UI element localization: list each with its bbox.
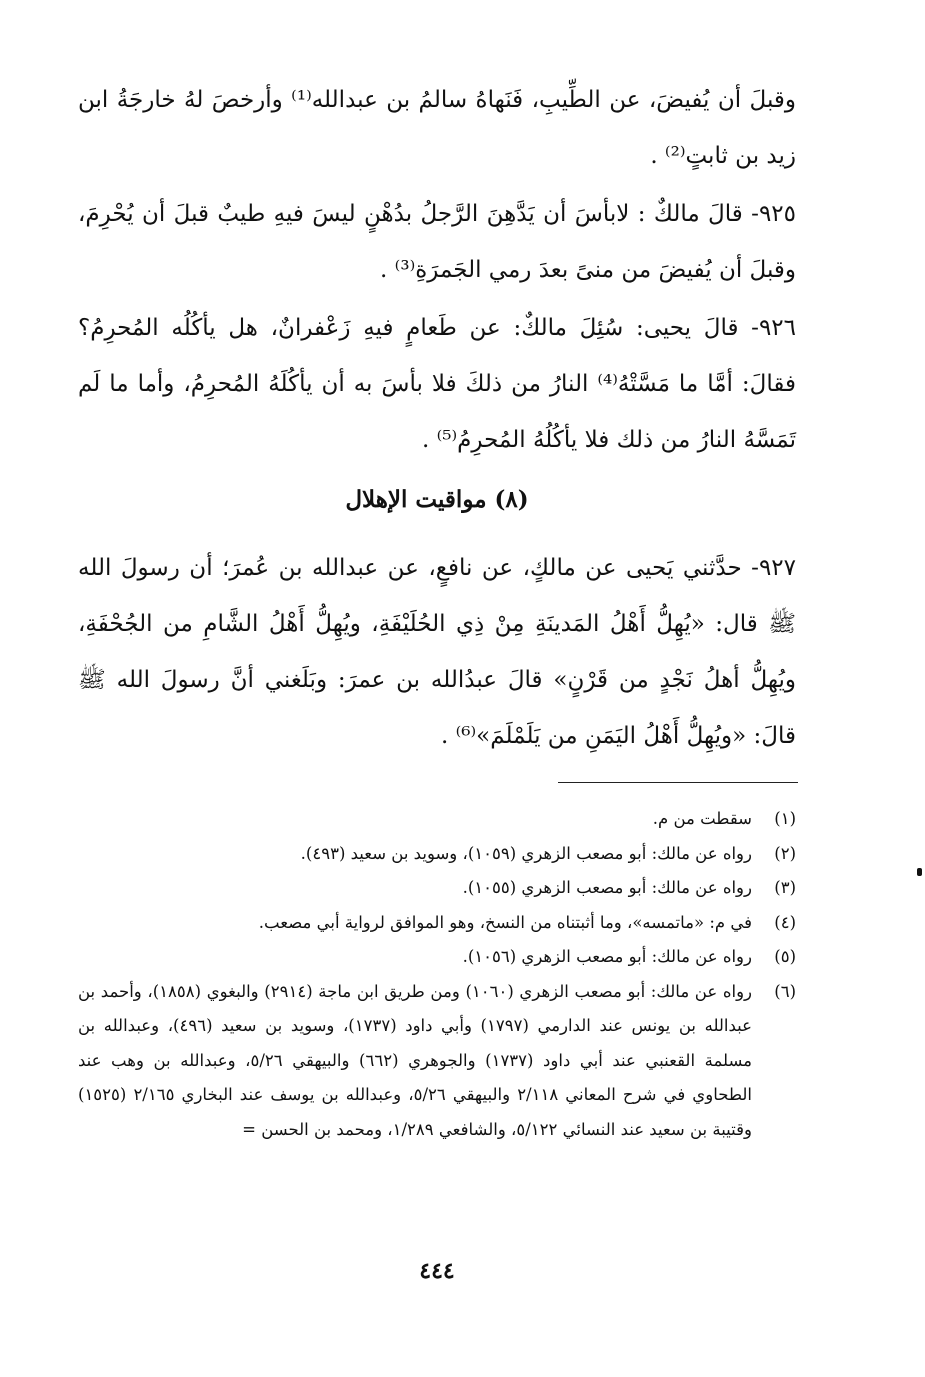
paragraph-926: ٩٢٦- قالَ يحيى: سُئِلَ مالكٌ: عن طَعامٍ فيهِ زَعْفرانٌ، هل يأكُلُه المُحرِمُ؟ فقالَ: أمَّا ما مَسَّتْهُ⁽⁴⁾ النارُ من ذلكَ فلا بأسَ به أن يأكُلَهُ المُحرِمُ، وأما ما لَم تَمَسَّهُ النارُ من ذلك فلا يأكُلُهُ المُحرِمُ⁽⁵⁾ . (78, 315, 796, 453)
footnote-text: رواه عن مالك: أبو مصعب الزهري (١٠٥٦). (462, 947, 752, 966)
paragraph-continuation: وقبلَ أن يُفيضَ، عن الطِّيبِ، فَنَهاهُ سالمُ بن عبدالله⁽¹⁾ وأرخصَ لهُ خارجَةُ ابن زيد بن ثابتٍ⁽²⁾ . (78, 87, 796, 169)
section-heading: (٨) مواقيت الإهلال (345, 486, 529, 513)
footnote-text: في م: «ماتمسه»، وما أثبتناه من النسخ، وهو الموافق لرواية أبي مصعب. (258, 912, 752, 932)
paragraph-925: ٩٢٥- قالَ مالكٌ : لابأسَ أن يَدَّهِنَ الرَّجلُ بدُهْنٍ ليسَ فيهِ طيبٌ قبلَ أن يُحْرِمَ، وقبلَ أن يُفيضَ من منىً بعدَ رمي الجَمرَةِ⁽³⁾ . (78, 201, 796, 283)
footnote-number: (٢) (774, 843, 796, 863)
paragraph-927: ٩٢٧- حدَّثني يَحيى عن مالكٍ، عن نافعٍ، عن عبدالله بن عُمرَ؛ أن رسولَ الله ﷺ قال: «يُهِلُّ أَهْلُ المَدينَةِ مِنْ ذِي الحُلَيْفَةِ، ويُهِلُّ أَهْلُ الشَّامِ من الجُحْفَةِ، ويُهِلُّ أهلُ نَجْدٍ من قَرْنٍ» قالَ عبدُالله بن عمرَ: وبَلَغني أنَّ رسولَ الله ﷺ قالَ: «ويُهِلُّ أَهْلُ اليَمَنِ من يَلَمْلَمَ»⁽⁶⁾ . (78, 555, 796, 749)
footnote-text: رواه عن مالك: أبو مصعب الزهري (١٠٥٩)، وسويد بن سعيد (٤٩٣). (300, 843, 752, 863)
footnote-text: رواه عن مالك: أبو مصعب الزهري (١٠٥٥). (462, 878, 752, 897)
footnote-text: رواه عن مالك: أبو مصعب الزهري (١٠٦٠) ومن طريق ابن ماجة (٢٩١٤) والبغوي (١٨٥٨)، وأحمد بن عبدالله بن يونس عند الدارمي (١٧٩٧) وأبي داود (١٧٣٧)، وسويد بن سعيد (٤٩٦)، وعبدالله بن مسلمة القعنبي عند أبي داود (١٧٣٧) والجوهري (٦٦٢) والبيهقي ٥/٢٦، وعبدالله بن وهب عند الطحاوي في شرح المعاني ٢/١١٨ والبيهقي ٥/٢٦، وعبدالله بن يوسف عند البخاري ٢/١٦٥ (١٥٢٥) وقتيبة بن سعيد عند النسائي ٥/١٢٢، والشافعي ١/٢٨٩، ومحمد بن الحسن = (78, 981, 753, 1139)
footnote-item (78, 802, 796, 837)
footnote-number: (١) (774, 809, 796, 828)
footnote-item (78, 940, 796, 975)
footnote-number: (٣) (774, 878, 796, 897)
scan-edge-mark (917, 868, 922, 876)
footnotes-section (78, 802, 796, 1147)
footnote-item (78, 906, 796, 941)
footnote-divider (558, 782, 798, 783)
footnote-number: (٤) (774, 912, 796, 932)
footnote-item (78, 871, 796, 906)
footnote-item (78, 975, 796, 1148)
footnote-number: (٥) (774, 947, 796, 966)
footnote-number: (٦) (774, 981, 796, 1001)
footnote-text: سقطت من م. (652, 809, 752, 828)
footnote-item (78, 837, 796, 872)
page-number: ٤٤٤ (419, 1258, 455, 1284)
